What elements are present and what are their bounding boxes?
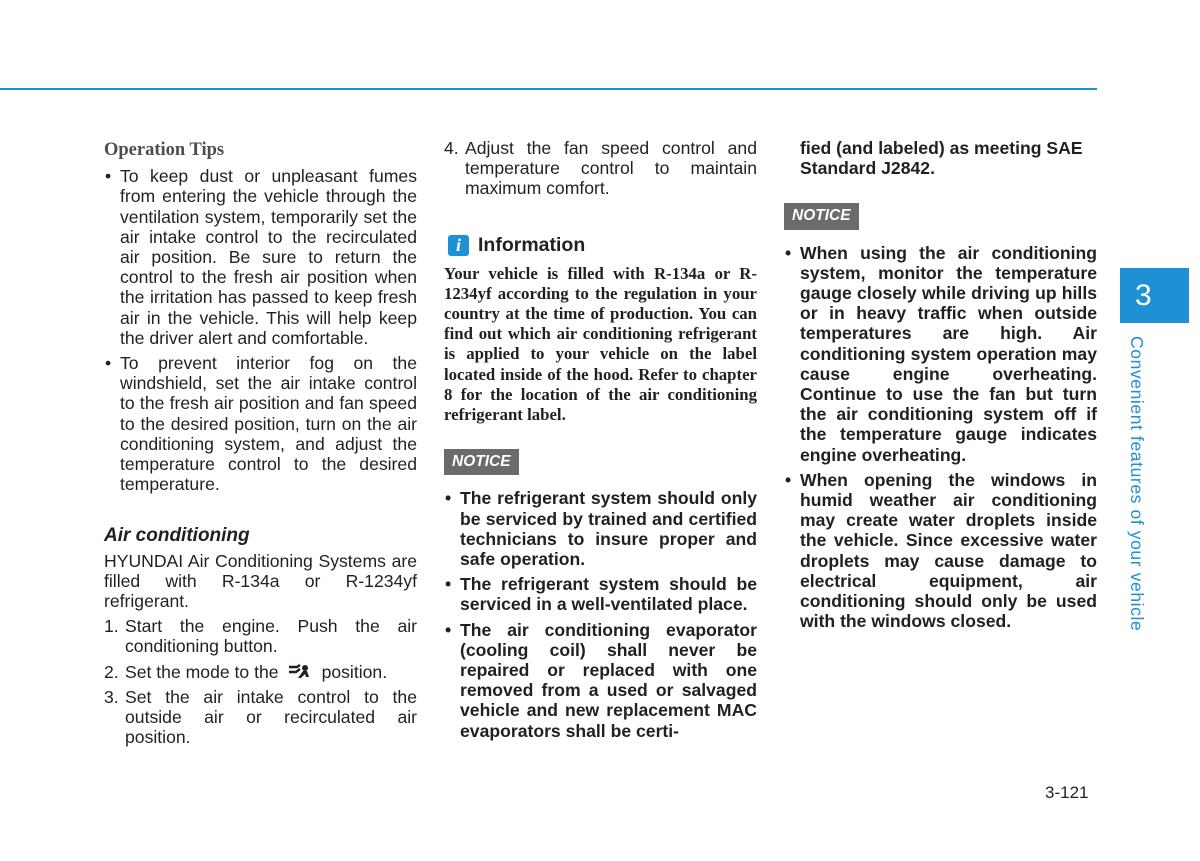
- notice-badge: NOTICE: [784, 203, 859, 229]
- list-item: • To prevent interior fog on the windshield, set the air intake control to the fresh air position and fan speed to the desired position, turn on the air conditioning system, and adjust the temperature control to the desired temperature.: [105, 353, 417, 495]
- chapter-tab: 3: [1120, 268, 1189, 323]
- list-item: • When opening the windows in humid weather air conditioning may create water droplets inside the vehicle. Since excessive water droplets may cause damage to electrical equipment, air conditioning should only be used with the windows closed.: [785, 469, 1097, 632]
- list-item: • The refrigerant system should only be serviced by trained and certified technicians to insure proper and safe operation.: [445, 488, 757, 570]
- notice-continuation: fied (and labeled) as meeting SAE Standard J2842.: [800, 138, 1083, 179]
- page-number: 3-121: [1045, 783, 1089, 802]
- column-1: [104, 138, 417, 752]
- notice-list: [784, 243, 1097, 632]
- list-item: • The air conditioning evaporator (cooling coil) shall never be repaired or replaced with one removed from a used or salvaged vehicle and new replacement MAC evaporators shall be certi-: [445, 619, 757, 741]
- information-text: Your vehicle is filled with R-134a or R-1234yf according to the regulation in your country at the time of production. You can find out which air conditioning refrigerant is applied to your vehicle on the label located inside of the hood. Refer to chapter 8 for the location of the air conditioning refrigerant label.: [444, 263, 757, 425]
- section-intro: HYUNDAI Air Conditioning Systems are filled with R-134a or R-1234yf refrigerant.: [104, 550, 417, 612]
- header-rule: [0, 88, 1097, 90]
- section-title: Air conditioning: [104, 525, 250, 547]
- list-item: • When using the air conditioning system, monitor the temperature gauge closely while driving up hills or in heavy traffic when outside temperatures are high. Air conditioning system operation may cause engine overheating. Continue to use the fan but turn the air conditioning system off if the temperature gauge indicates engine overheating.: [785, 242, 1097, 465]
- step-item: 2. Set the mode to the position.: [104, 661, 388, 682]
- operation-tips-list: [104, 166, 417, 494]
- column-3: [784, 138, 1097, 636]
- list-item: • The refrigerant system should be serviced in a well-ventilated place.: [445, 574, 757, 615]
- step-item: 1. Start the engine. Push the air conditioning button.: [104, 616, 417, 657]
- list-item: • To keep dust or unpleasant fumes from entering the vehicle through the ventilation system, temporarily set the air intake control to the recirculated air position. Be sure to return the control to the fresh air position when the irritation has passed to keep fresh air in the vehicle. This will help keep the driver alert and comfortable.: [105, 166, 417, 348]
- steps-list-continued: [444, 138, 757, 199]
- steps-list: [104, 616, 417, 747]
- information-heading: [448, 235, 757, 256]
- operation-tips-heading: Operation Tips: [104, 140, 225, 160]
- column-2: [444, 138, 757, 746]
- chapter-title: Convenient features of your vehicle: [1127, 336, 1147, 632]
- notice-badge: NOTICE: [444, 449, 519, 475]
- step-item: 4. Adjust the fan speed control and temperature control to maintain maximum comfort.: [444, 138, 757, 199]
- notice-list: [444, 488, 757, 740]
- floor-vent-mode-icon: [287, 664, 313, 680]
- info-icon: i: [448, 235, 469, 256]
- information-title: Information: [478, 234, 586, 256]
- step-item: 3. Set the air intake control to the outside air or recirculated air position.: [104, 686, 417, 748]
